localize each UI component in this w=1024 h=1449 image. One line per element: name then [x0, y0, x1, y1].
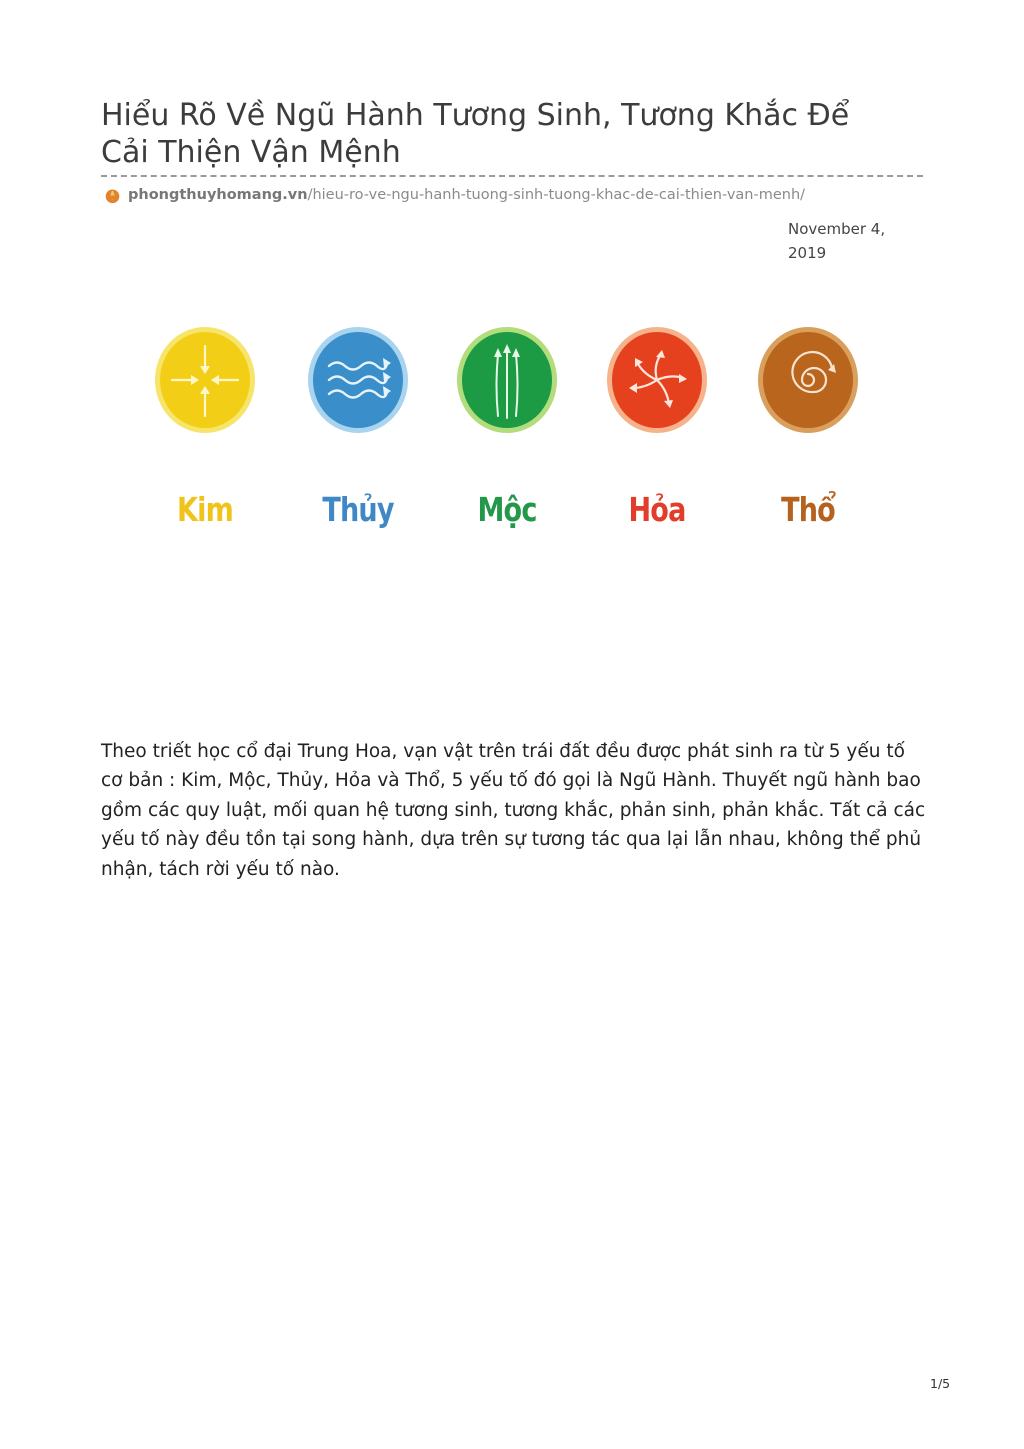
source-domain[interactable]: phongthuyhomang.vn	[128, 187, 308, 203]
inward-arrows-icon	[152, 324, 258, 436]
element-label: Hỏa	[628, 490, 686, 529]
wavy-arrows-icon	[305, 324, 411, 436]
element-moc	[447, 318, 567, 548]
article-body: Theo triết học cổ đại Trung Hoa, vạn vật trên trái đất đều được phát sinh ra từ 5 yếu tố cơ bản : Kim, Mộc, Thủy, Hỏa và Thổ, 5 yếu tố đó gọi là Ngũ Hành. Thuyết ngũ hành bao gồm các quy luật, mối quan hệ tương sinh, tương khắc, phản sinh, phản khắc. Tất cả các yếu tố này đều tồn tại song hành, dựa trên sự tương tác qua lại lẫn nhau, không thể phủ nhận, tách rời yếu tố nào.	[101, 741, 926, 880]
source-path[interactable]: /hieu-ro-ve-ngu-hanh-tuong-sinh-tuong-khac-de-cai-thien-van-menh/	[307, 187, 806, 203]
spiral-arrow-icon	[755, 324, 861, 436]
page-number: 1/5	[930, 1376, 951, 1391]
element-label: Thủy	[322, 490, 394, 529]
publish-date: November 4, 2019	[788, 220, 886, 262]
source-link[interactable]	[104, 184, 805, 206]
title-divider	[101, 175, 923, 177]
element-thuy	[298, 318, 418, 548]
flame-badge-icon	[104, 187, 121, 204]
element-label: Thổ	[781, 490, 835, 529]
upward-arrows-icon	[454, 324, 560, 436]
element-hoa	[597, 318, 717, 548]
article-title: Hiểu Rõ Về Ngũ Hành Tương Sinh, Tương Khắc Để Cải Thiện Vận Mệnh	[101, 98, 850, 170]
element-kim	[145, 318, 265, 548]
element-label: Kim	[177, 490, 233, 529]
element-label: Mộc	[477, 490, 537, 529]
outward-swirl-arrows-icon	[604, 324, 710, 436]
element-tho	[748, 318, 868, 548]
ngu-hanh-figure	[140, 318, 880, 548]
